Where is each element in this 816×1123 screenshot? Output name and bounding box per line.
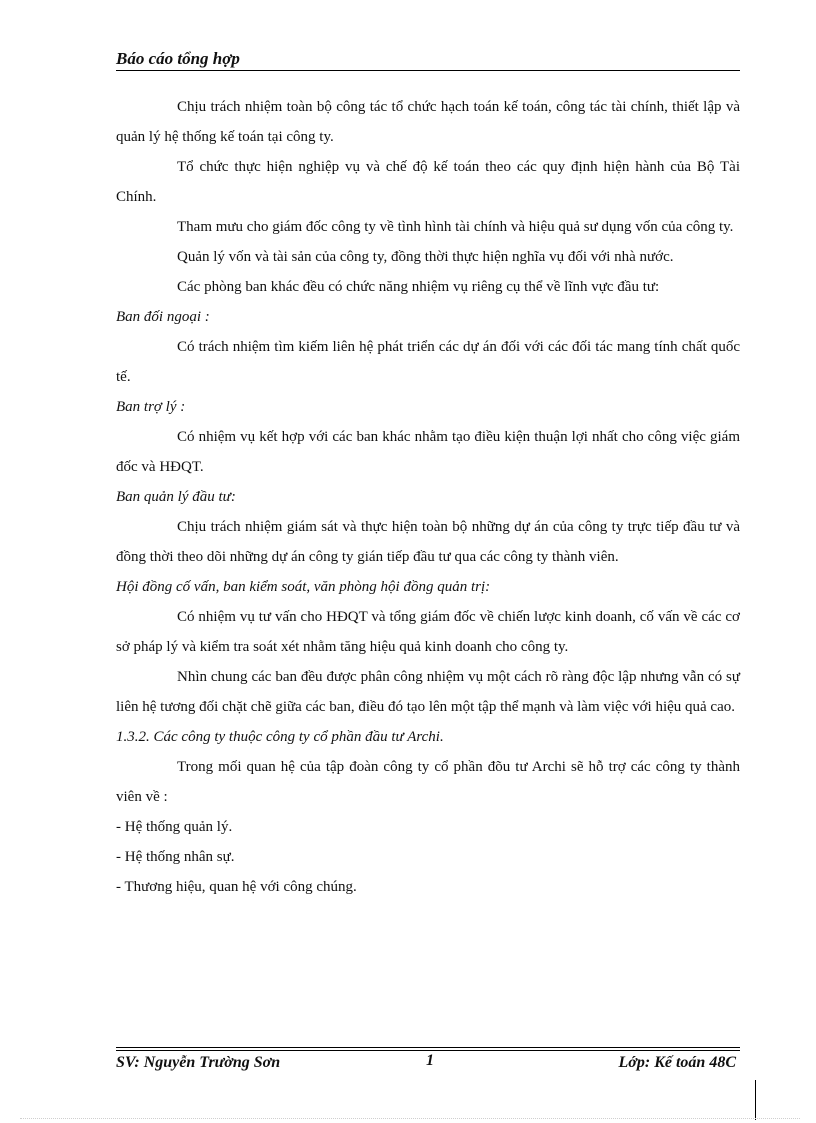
crop-mark — [755, 1080, 756, 1120]
paragraph: Có trách nhiệm tìm kiếm liên hệ phát triển các dự án đối với các đối tác mang tính chất quốc tế. — [116, 339, 740, 385]
page-edge-dotted-line — [20, 1118, 800, 1119]
section-heading: Ban trợ lý : — [116, 399, 186, 415]
section-heading: 1.3.2. Các công ty thuộc công ty cổ phần đầu tư Archi. — [116, 729, 444, 745]
paragraph: Quản lý vốn và tài sản của công ty, đồng thời thực hiện nghĩa vụ đối với nhà nước. — [177, 249, 674, 265]
header-rule — [116, 70, 740, 71]
paragraph: Tổ chức thực hiện nghiệp vụ và chế độ kế toán theo các quy định hiện hành của Bộ Tài Chính. — [116, 159, 740, 205]
section-heading: Ban quản lý đầu tư: — [116, 489, 236, 505]
paragraph: Có nhiệm vụ kết hợp với các ban khác nhằm tạo điều kiện thuận lợi nhất cho công việc giám đốc và HĐQT. — [116, 429, 740, 475]
paragraph: Chịu trách nhiệm giám sát và thực hiện toàn bộ những dự án của công ty trực tiếp đầu tư và đồng thời theo dõi những dự án công ty gián tiếp đầu tư qua các công ty thành viên. — [116, 519, 740, 565]
footer-rule — [116, 1050, 740, 1051]
paragraph: Có nhiệm vụ tư vấn cho HĐQT và tổng giám đốc về chiến lược kinh doanh, cố vấn về các cơ sở pháp lý và kiểm tra soát xét nhằm tăng hiệu quả kinh doanh cho công ty. — [116, 609, 740, 655]
paragraph: Các phòng ban khác đều có chức năng nhiệm vụ riêng cụ thể về lĩnh vực đầu tư: — [177, 279, 660, 295]
bullet-item: - Hệ thống nhân sự. — [116, 849, 235, 865]
paragraph: Tham mưu cho giám đốc công ty về tình hình tài chính và hiệu quả sư dụng vốn của công ty. — [177, 219, 734, 235]
bullet-item: - Thương hiệu, quan hệ với công chúng. — [116, 879, 357, 895]
bullet-item: - Hệ thống quản lý. — [116, 819, 233, 835]
document-body — [116, 92, 740, 902]
section-heading: Hội đồng cố vấn, ban kiểm soát, văn phòng hội đồng quản trị: — [116, 579, 491, 595]
paragraph: Nhìn chung các ban đều được phân công nhiệm vụ một cách rõ ràng độc lập nhưng vẫn có sự liên hệ tương đối chặt chẽ giữa các ban, điều đó tạo lên một tập thể mạnh và làm việc với hiệu quả cao. — [116, 669, 740, 715]
header-title: Báo cáo tổng hợp — [116, 49, 240, 68]
section-heading: Ban đối ngoại : — [116, 309, 210, 325]
page-number: 1 — [426, 1052, 434, 1069]
paragraph: Chịu trách nhiệm toàn bộ công tác tổ chức hạch toán kế toán, công tác tài chính, thiết lập và quản lý hệ thống kế toán tại công ty. — [116, 99, 740, 145]
footer-rule — [116, 1047, 740, 1048]
footer-student-name: SV: Nguyễn Trường Sơn — [116, 1054, 281, 1071]
paragraph: Trong mối quan hệ của tập đoàn công ty cổ phần đõu tư Archi sẽ hỗ trợ các công ty thành viên về : — [116, 759, 740, 805]
footer-class-label: Lớp: Kế toán 48C — [618, 1054, 736, 1071]
